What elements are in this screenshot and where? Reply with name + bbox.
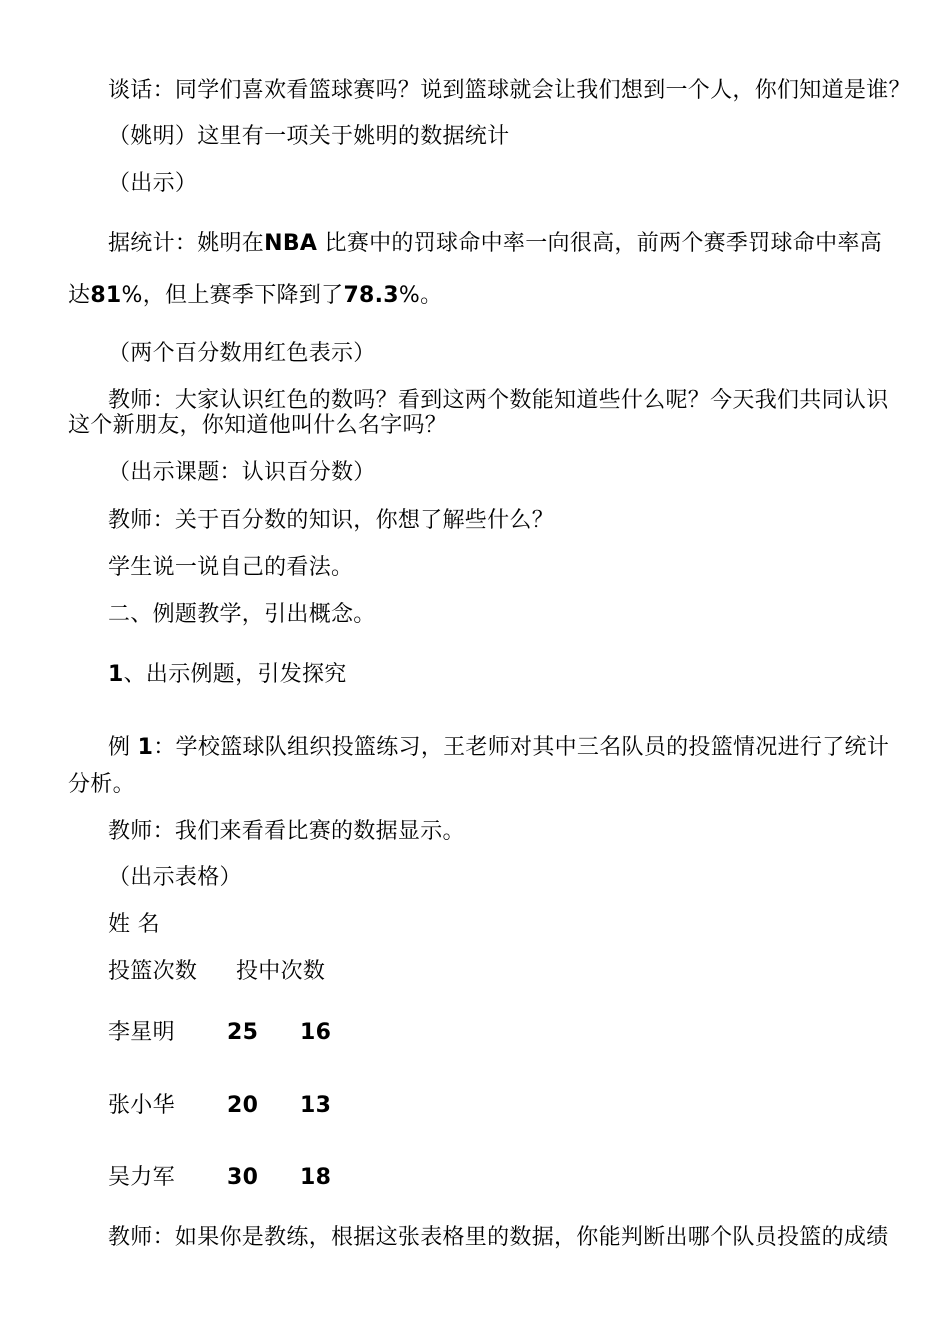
- table-header-hits: 投中次数: [236, 959, 326, 984]
- paragraph-intro-question: 谈话：同学们喜欢看篮球赛吗？说到篮球就会让我们想到一个人，你们知道是谁？: [108, 78, 911, 103]
- paragraph-students: 学生说一说自己的看法。: [108, 555, 354, 580]
- table-row-name: 李星明: [108, 1020, 175, 1045]
- paragraph-teacher-data: 教师：我们来看看比赛的数据显示。: [108, 819, 465, 844]
- example-text: ：学校篮球队组织投篮练习，王老师对其中三名队员的投篮情况进行了统计: [153, 735, 890, 760]
- percent-81: 81: [90, 283, 122, 308]
- table-header-shots: 投篮次数: [108, 959, 198, 984]
- statistics-end-text: %。: [398, 283, 443, 308]
- subsection-heading-1: [108, 664, 347, 686]
- paragraph-statistics-line1: [108, 233, 882, 255]
- statistics-text-pre: 据统计：姚明在: [108, 231, 265, 256]
- table-row-name: 吴力军: [108, 1165, 175, 1190]
- paragraph-red-note: （两个百分数用红色表示）: [108, 341, 376, 366]
- table-row-shots: 25: [227, 1020, 259, 1045]
- paragraph-teacher-ask: 教师：关于百分数的知识，你想了解些什么？: [108, 508, 555, 533]
- paragraph-statistics-line2: [68, 285, 442, 307]
- example-line2: 分析。: [68, 772, 135, 797]
- paragraph-coach-question: 教师：如果你是教练，根据这张表格里的数据，你能判断出哪个队员投篮的成绩: [108, 1225, 889, 1250]
- statistics-reach-text: 达: [68, 283, 91, 308]
- paragraph-yao-ming: （姚明）这里有一项关于姚明的数据统计: [108, 124, 510, 149]
- statistics-text-post: 比赛中的罚球命中率一向很高，前两个赛季罚球命中率高: [324, 231, 883, 256]
- table-row-name: 张小华: [108, 1093, 175, 1118]
- subsection-number: 1: [108, 662, 124, 687]
- nba-label: NBA: [264, 231, 318, 256]
- table-row-hits: 13: [300, 1093, 332, 1118]
- section-heading-2: 二、例题教学，引出概念。: [108, 602, 376, 627]
- paragraph-show-table: （出示表格）: [108, 865, 242, 890]
- example-number: 1: [137, 735, 154, 760]
- paragraph-show-topic: （出示课题：认识百分数）: [108, 460, 376, 485]
- paragraph-teacher-question-line1: 教师：大家认识红色的数吗？看到这两个数能知道些什么呢？今天我们共同认识: [108, 388, 889, 413]
- statistics-drop-text: %，但上赛季下降到了: [121, 283, 344, 308]
- paragraph-show: （出示）: [108, 171, 198, 196]
- example-prefix: 例: [108, 735, 131, 760]
- table-header-name: 姓 名: [108, 912, 160, 937]
- table-row-shots: 30: [227, 1165, 259, 1190]
- table-row-hits: 18: [300, 1165, 332, 1190]
- percent-78-3: 78.3: [343, 283, 399, 308]
- example-line1: [108, 737, 889, 759]
- table-row-shots: 20: [227, 1093, 259, 1118]
- paragraph-teacher-question-line2: 这个新朋友，你知道他叫什么名字吗？: [68, 413, 448, 438]
- table-row-hits: 16: [300, 1020, 332, 1045]
- subsection-text: 、出示例题，引发探究: [123, 662, 347, 687]
